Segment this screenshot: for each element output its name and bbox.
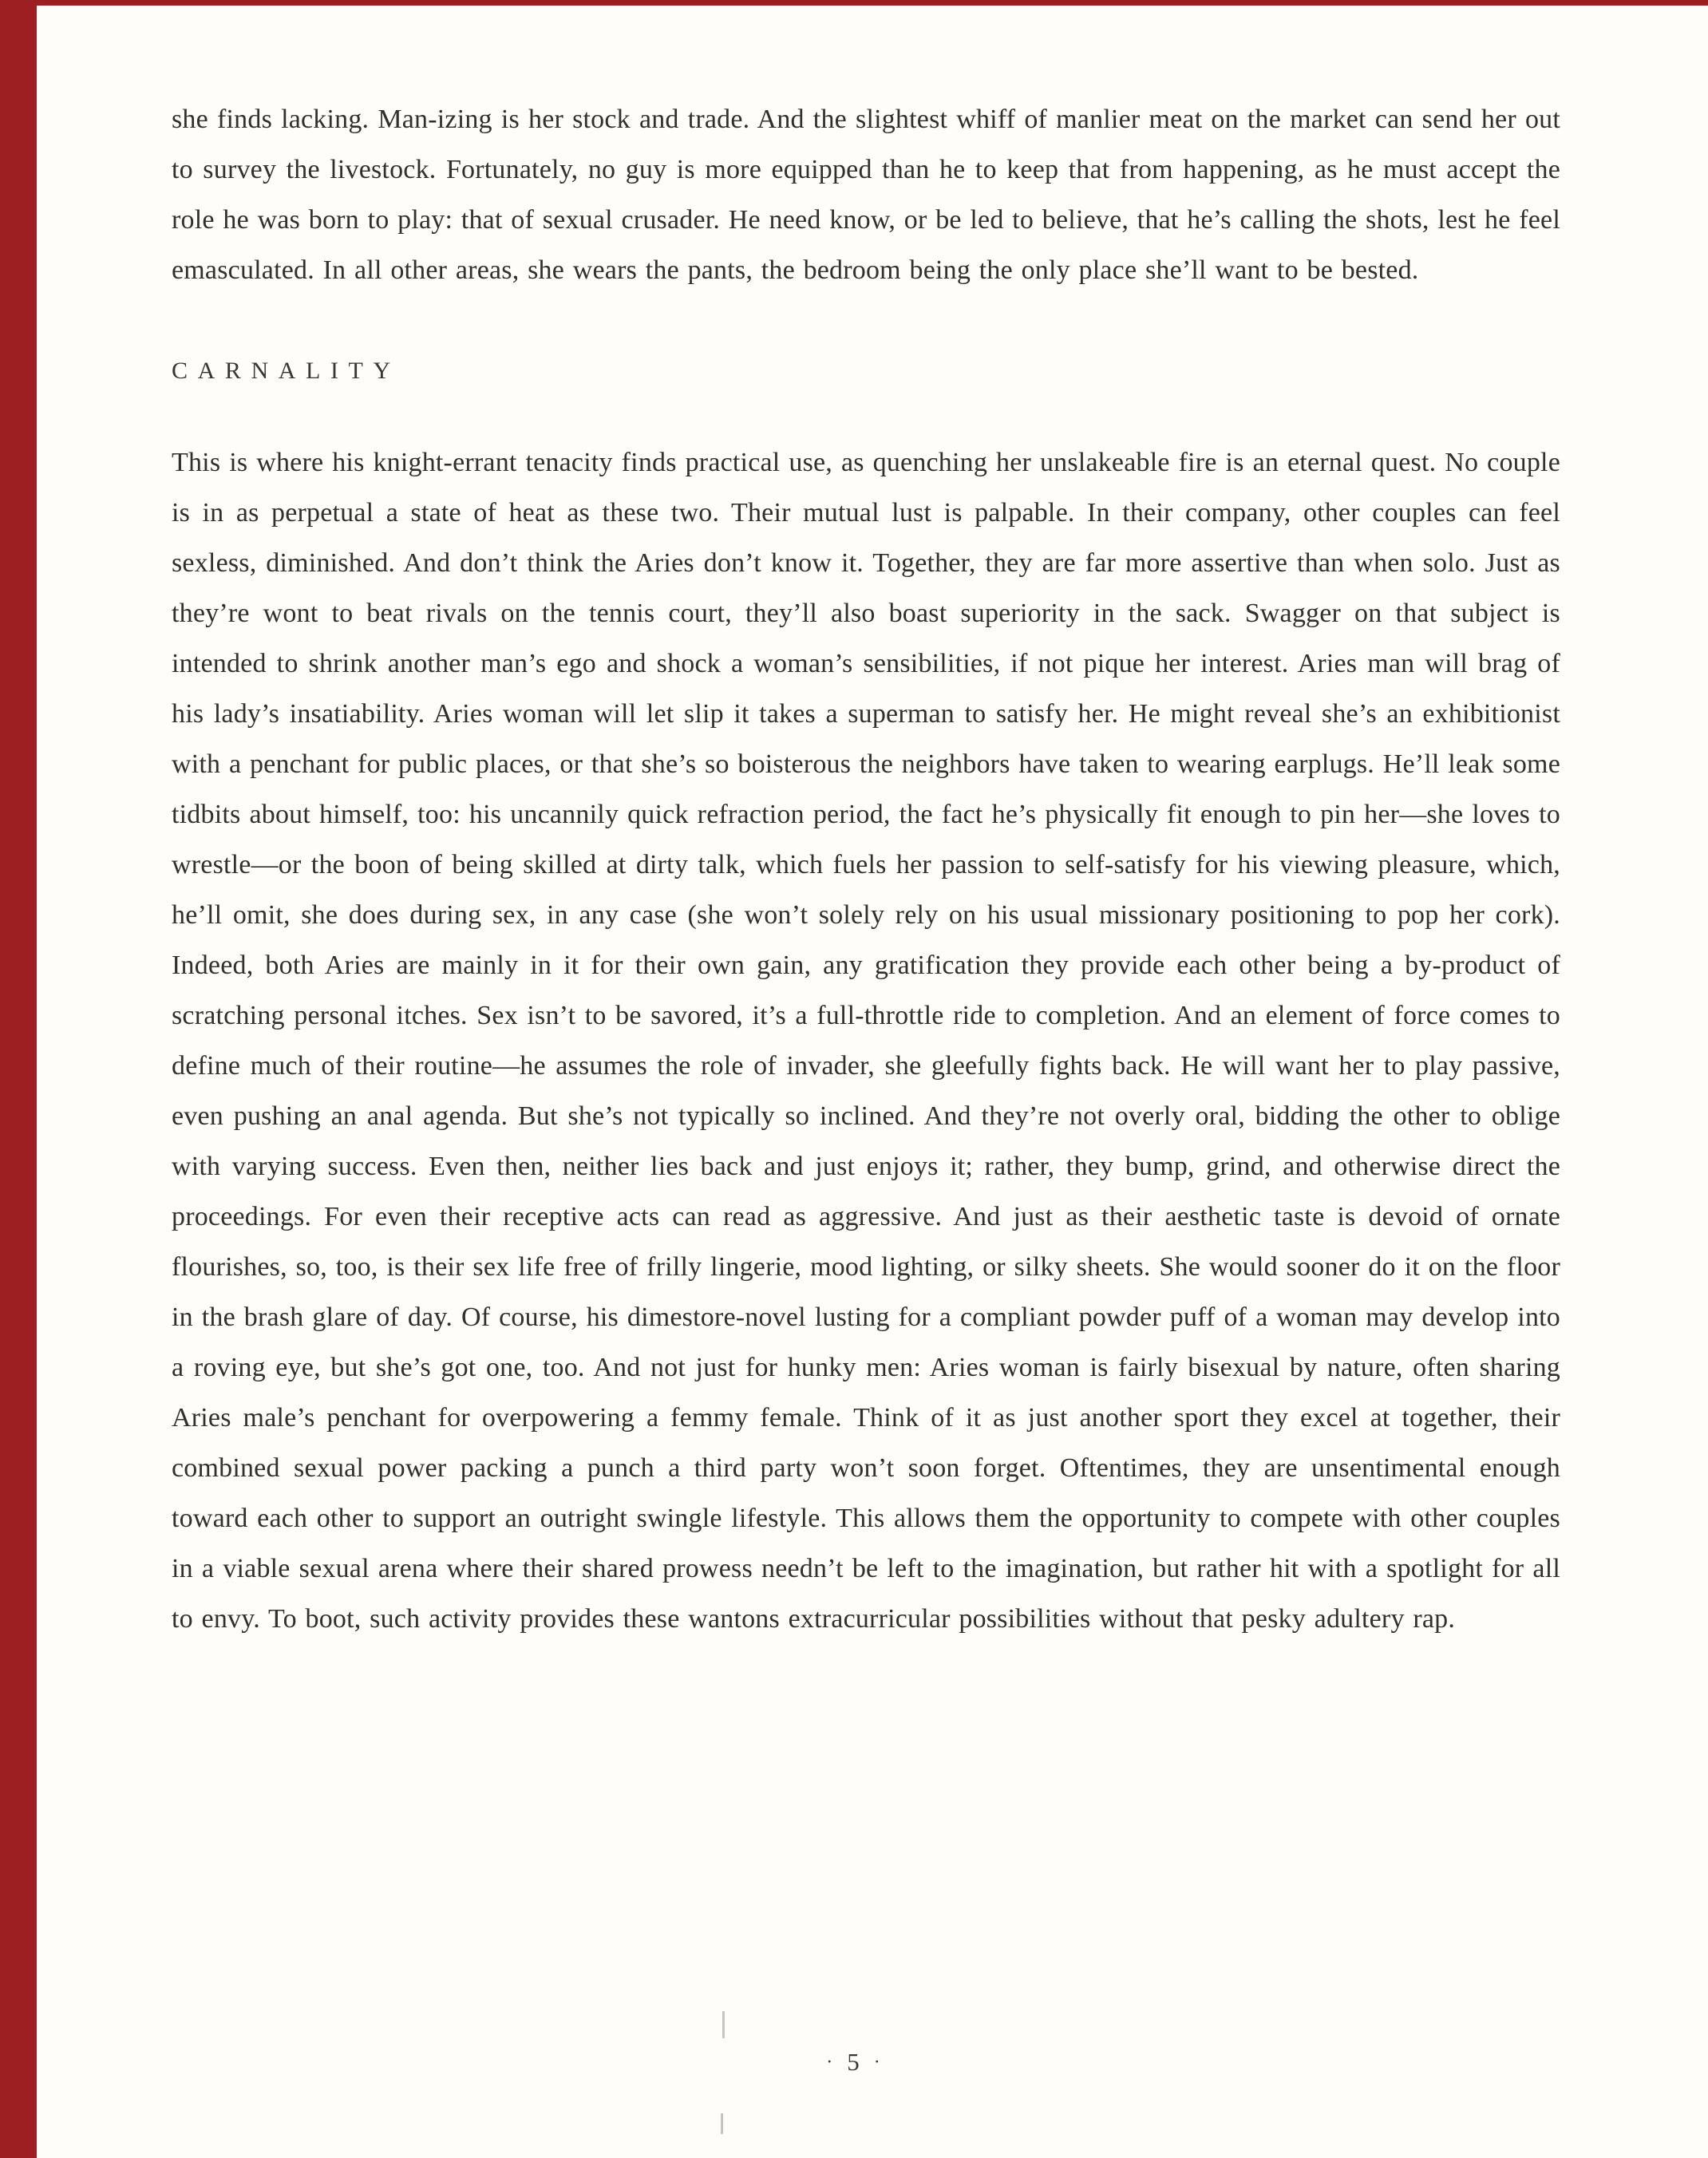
page-number: 5 bbox=[847, 2048, 861, 2076]
folio-right-dot: · bbox=[873, 2052, 882, 2073]
scan-artifact-mark bbox=[722, 2011, 725, 2038]
paragraph-continued: she finds lacking. Man-izing is her stock and trade. And the slightest whiff of manlier meat on the market can send her out to survey the livestock. Fortunately, no guy is more equipped than he to keep that from happening, as he must accept the role he was born to play: that of sexual crusader. He need know, or be led to believe, that he’s calling the shots, lest he feel emasculated. In all other areas, she wears the pants, the bedroom being the only place she’ll want to be bested. bbox=[172, 105, 1560, 285]
page-folio bbox=[0, 2048, 1708, 2077]
paragraph-carnality: This is where his knight-errant tenacity finds practical use, as quenching her unslakeable fire is an eternal quest. No couple is in as perpetual a state of heat as these two. Their mutual lust is palpable. In their company, other couples can feel sexless, diminished. And don’t think the Aries don’t know it. Together, they are far more assertive than when solo. Just as they’re wont to beat rivals on the tennis court, they’ll also boast superiority in the sack. Swagger on that subject is intended to shrink another man’s ego and shock a woman’s sensibilities, if not pique her interest. Aries man will brag of his lady’s insatiability. Aries woman will let slip it takes a superman to satisfy her. He might reveal she’s an exhibitionist with a penchant for public places, or that she’s so boisterous the neighbors have taken to wearing earplugs. He’ll leak some tidbits about himself, too: his uncannily quick refraction period, the fact he’s physically fit enough to pin her—she loves to wrestle—or the boon of being skilled at dirty talk, which fuels her passion to self-satisfy for his viewing pleasure, which, he’ll omit, she does during sex, in any case (she won’t solely rely on his usual missionary positioning to pop her cork). Indeed, both Aries are mainly in it for their own gain, any gratification they provide each other being a by-product of scratching personal itches. Sex isn’t to be savored, it’s a full-throttle ride to completion. And an element of force comes to define much of their routine—he assumes the role of invader, she gleefully fights back. He will want her to play passive, even pushing an anal agenda. But she’s not typically so inclined. And they’re not overly oral, bidding the other to oblige with varying success. Even then, neither lies back and just enjoys it; rather, they bump, grind, and otherwise direct the proceedings. For even their receptive acts can read as aggressive. And just as their aesthetic taste is devoid of ornate flourishes, so, too, is their sex life free of frilly lingerie, mood lighting, or silky sheets. She would sooner do it on the floor in the brash glare of day. Of course, his dimestore-novel lusting for a compliant powder puff of a woman may develop into a roving eye, but she’s got one, too. And not just for hunky men: Aries woman is fairly bisexual by nature, often sharing Aries male’s penchant for overpowering a femmy female. Think of it as just another sport they excel at together, their combined sexual power packing a punch a third party won’t soon forget. Oftentimes, they are unsentimental enough toward each other to support an outright swingle lifestyle. This allows them the opportunity to compete with other couples in a viable sexual arena where their shared prowess needn’t be left to the imagination, but rather hit with a spotlight for all to envy. To boot, such activity provides these wantons extracurricular possibilities without that pesky adultery rap. bbox=[172, 448, 1560, 1634]
left-border-rule bbox=[0, 0, 37, 2158]
section-heading-carnality: CARNALITY bbox=[172, 358, 401, 384]
scan-artifact-mark bbox=[721, 2113, 723, 2134]
folio-left-dot: · bbox=[826, 2052, 835, 2073]
page-content bbox=[172, 94, 1560, 1644]
top-border-rule bbox=[0, 0, 1708, 6]
